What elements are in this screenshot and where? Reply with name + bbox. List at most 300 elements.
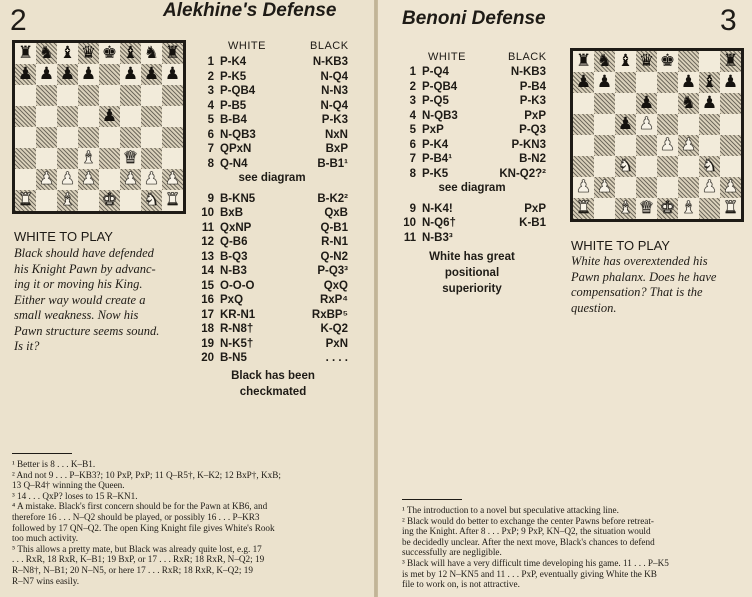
move-row [196,236,348,251]
board-square [36,106,57,127]
move-row [398,168,546,183]
white-move: QxNP [220,221,252,234]
move-number: 6 [207,128,214,141]
black-move: P-Q3³ [317,265,348,277]
footnote-line: ing the Knight. After 8 . . . PxP; 9 PxP, KN–Q2, the situation would [402,526,651,537]
black-move: P-KN3 [511,138,546,151]
white-move: P-K5 [422,167,449,180]
move-row [398,153,546,168]
move-number: 14 [201,265,214,277]
black-move: QxQ [323,279,348,292]
black-move: RxBP⁵ [311,308,348,321]
move-number: 4 [207,99,214,112]
move-row [196,56,348,71]
black-pawn-icon: ♟ [101,106,118,126]
white-move: KR-N1 [220,308,256,321]
prompt-line: compensation? That is the [571,285,703,299]
board-square [141,85,162,106]
board-square [720,156,741,177]
white-bishop-icon: ♝ [617,198,634,218]
move-row [398,139,546,154]
black-bishop-icon: ♝ [617,51,634,71]
board-square [720,135,741,156]
board-square [120,106,141,127]
board-square [720,177,741,198]
move-row [398,217,546,232]
white-move: PxQ [220,294,244,306]
white-move: N-Q6† [422,217,456,229]
move-number: 18 [201,323,214,335]
white-move: B-Q3 [220,250,248,263]
black-pawn-icon: ♟ [164,64,181,84]
black-pawn-icon: ♟ [680,72,697,92]
black-king-icon: ♚ [101,43,118,63]
white-bishop-icon: ♝ [80,148,97,168]
white-move: Q-N4 [220,157,248,170]
board-square [615,93,636,114]
footnote-line: ³ Black will have a very difficult time developing his game. 11 . . . P–K5 [402,557,669,568]
board-square [573,177,594,198]
move-row [196,265,348,280]
footnote-line: ³ 14 . . . QxP? loses to 15 R–KN1. [12,490,138,501]
board-square [636,198,657,219]
black-bishop-icon: ♝ [122,43,139,63]
black-move: B-K2² [317,192,348,205]
board-square [636,135,657,156]
board-square [678,114,699,135]
footnote-line: R–N8†, N–B1; 20 N–N5, or here 17 . . . RxR; 18 RxR, K–Q2; 19 [12,564,253,575]
black-move: PxP [524,109,546,122]
board-square [120,190,141,211]
board-square [720,198,741,219]
board-square [78,43,99,64]
left-page [0,0,374,597]
footnote-line: ¹ The introduction to a novel but speculative attacking line. [402,505,619,515]
black-pawn-icon: ♟ [575,72,592,92]
move-row [196,158,348,173]
white-rook-icon: ♜ [722,198,739,218]
white-move: B-B4 [220,114,247,126]
board-square [78,127,99,148]
move-row [398,95,546,110]
board-square [162,106,183,127]
board-square [78,169,99,190]
board-square [78,190,99,211]
board-square [636,72,657,93]
result-line: Black has been [231,370,315,382]
white-rook-icon: ♜ [17,190,34,210]
white-move: N-QB3 [220,128,256,141]
board-square [141,190,162,211]
white-move: P-QB4 [220,85,256,97]
board-square [36,190,57,211]
white-move: N-QB3 [422,109,458,122]
board-square [141,169,162,190]
prompt-line: small weakness. Now his [14,308,139,322]
board-square [15,85,36,106]
board-square [573,198,594,219]
footnote-line: ² Black would do better to exchange the center Pawns before retreat- [402,515,654,526]
black-rook-icon: ♜ [164,43,181,63]
white-pawn-icon: ♟ [38,169,55,189]
prompt-line: Either way would create a [14,292,146,307]
move-number: 17 [201,308,214,321]
white-pawn-icon: ♟ [659,135,676,155]
black-pawn-icon: ♟ [59,64,76,84]
board-square [120,148,141,169]
prompt-text [14,246,194,355]
white-column-header: WHITE [428,51,466,63]
move-number: 7 [409,153,416,165]
white-pawn-icon: ♟ [122,169,139,189]
footnote-line: ² And not 9 . . . P–KB3?; 10 PxP, PxP; 11 Q–R5†, K–K2; 12 BxP†, KxB; [12,469,281,480]
black-move: N-Q4 [320,99,348,112]
board-square [720,93,741,114]
board-square [657,198,678,219]
white-move: N-B3 [220,265,247,277]
board-square [573,72,594,93]
board-square [99,64,120,85]
board-square [99,106,120,127]
board-square [99,43,120,64]
move-number: 10 [201,207,214,219]
move-number: 12 [201,236,214,248]
board-square [615,114,636,135]
board-square [657,135,678,156]
board-square [162,148,183,169]
black-move: NxN [324,128,348,141]
board-square [678,177,699,198]
board-square [699,51,720,72]
board-square [141,127,162,148]
prompt-line: Pawn phalanx. Does he have [571,269,717,284]
board-square [699,135,720,156]
black-pawn-icon: ♟ [701,93,718,113]
white-move: P-B5 [220,99,247,112]
white-move: QPxN [220,143,252,155]
board-square [615,135,636,156]
white-knight-icon: ♞ [701,156,718,176]
footnote-line: ⁴ A mistake. Black's first concern should be for the Pawn at KB6, and [12,501,268,512]
white-move: P-K4 [220,56,247,68]
black-move: QxB [324,207,348,219]
black-move: PxN [325,337,348,350]
move-number: 5 [207,114,214,126]
black-knight-icon: ♞ [680,93,697,113]
board-square [594,177,615,198]
footnotes [402,505,746,590]
white-move: B-KN5 [220,192,256,205]
board-square [573,135,594,156]
move-row [196,294,348,309]
board-square [78,148,99,169]
prompt-line: Is it? [14,339,40,353]
white-rook-icon: ♜ [164,190,181,210]
black-move: P-B4 [519,80,546,93]
move-number: 5 [409,124,416,136]
black-pawn-icon: ♟ [596,72,613,92]
black-rook-icon: ♜ [17,43,34,63]
board-square [36,64,57,85]
board-square [120,127,141,148]
move-number: 15 [201,279,214,292]
black-move: N-Q4 [320,70,348,83]
move-number: 2 [409,80,416,93]
move-row [398,66,546,81]
board-square [636,177,657,198]
board-square [678,156,699,177]
board-square [57,106,78,127]
chess-diagram [570,48,744,222]
prompt-line: Pawn structure seems sound. [14,323,160,338]
board-square [15,148,36,169]
black-pawn-icon: ♟ [143,64,160,84]
white-move: N-K4! [422,202,453,215]
black-column-header: BLACK [310,40,349,52]
white-move: O-O-O [220,279,255,292]
board-square [594,51,615,72]
board-square [636,51,657,72]
move-number: 1 [409,66,416,78]
prompt-line: ing it or moving his King. [14,277,143,291]
move-number: 6 [409,138,416,151]
black-pawn-icon: ♟ [80,64,97,84]
see-diagram-note: see diagram [438,182,506,194]
board-square [120,169,141,190]
white-knight-icon: ♞ [143,190,160,210]
board-square [636,114,657,135]
board-square [678,51,699,72]
page-number: 2 [10,4,27,37]
white-column-header: WHITE [228,40,266,52]
board-square [657,72,678,93]
move-row [196,280,348,295]
board-square [657,93,678,114]
page-title: Alekhine's Defense [163,0,337,21]
white-pawn-icon: ♟ [143,169,160,189]
board-square [657,156,678,177]
white-pawn-icon: ♟ [80,169,97,189]
black-queen-icon: ♛ [80,43,97,63]
footnote-line: too much activity. [12,533,78,544]
board-square [720,51,741,72]
white-king-icon: ♚ [659,198,676,218]
black-bishop-icon: ♝ [701,72,718,92]
move-number: 1 [207,56,214,68]
board-square [99,148,120,169]
board-square [699,93,720,114]
board-square [36,127,57,148]
prompt-heading: WHITE TO PLAY [571,238,670,253]
black-bishop-icon: ♝ [59,43,76,63]
move-number: 10 [403,217,416,229]
black-move: K-B1 [519,217,546,229]
move-row [398,203,546,218]
board-square [15,190,36,211]
move-number: 7 [207,143,214,155]
move-row [196,251,348,266]
page-number: 3 [720,4,737,37]
black-pawn-icon: ♟ [17,64,34,84]
board-square [573,156,594,177]
white-move: PxP [422,124,444,136]
move-number: 20 [201,352,214,364]
footnotes [12,459,362,586]
footnote-line: be decidedly unclear. After the next move, Black's chances to defend [402,536,655,547]
white-pawn-icon: ♟ [164,169,181,189]
white-queen-icon: ♛ [638,198,655,218]
black-column-header: BLACK [508,51,547,63]
footnote-line: R–N7 wins easily. [12,575,80,586]
white-bishop-icon: ♝ [680,198,697,218]
black-move: BxP [325,143,348,155]
board-square [99,169,120,190]
board-square [78,64,99,85]
footnote-rule [402,499,462,500]
move-row [196,143,348,158]
right-page [378,0,752,597]
black-move: PxP [524,202,546,215]
board-square [99,190,120,211]
white-knight-icon: ♞ [617,156,634,176]
see-diagram-note: see diagram [238,172,306,184]
move-number: 3 [207,85,214,97]
prompt-line: his Knight Pawn by advanc- [14,261,156,276]
move-number: 9 [409,202,416,215]
footnote-rule [12,453,72,454]
white-move: P-B4¹ [422,153,453,165]
board-square [141,106,162,127]
page-title: Benoni Defense [402,8,546,29]
board-square [594,72,615,93]
board-square [615,156,636,177]
white-move: B-N5 [220,352,247,364]
move-number: 8 [409,167,416,180]
move-row [398,232,546,247]
board-square [699,114,720,135]
board-square [15,43,36,64]
board-square [57,148,78,169]
board-square [120,85,141,106]
black-move: Q-B1 [320,221,348,234]
board-square [678,198,699,219]
board-square [162,127,183,148]
footnote-line: 13 Q–R4† winning the Queen. [12,480,125,491]
board-square [573,51,594,72]
white-bishop-icon: ♝ [59,190,76,210]
board-square [594,156,615,177]
board-square [678,93,699,114]
game-result [402,249,542,297]
board-square [162,190,183,211]
board-square [36,169,57,190]
move-list [196,56,348,367]
footnote-line: therefore 16 . . . N–Q2 should be played, or possibly 16 . . . P–KR3 [12,511,260,522]
move-row [196,114,348,129]
result-line: checkmated [239,386,307,398]
black-pawn-icon: ♟ [638,93,655,113]
white-move: P-Q4 [422,66,449,78]
board-square [594,114,615,135]
board-square [15,106,36,127]
prompt-line: Black should have defended [14,246,154,260]
prompt-text [571,254,743,316]
white-pawn-icon: ♟ [722,177,739,197]
move-number: 3 [409,95,416,107]
move-row [196,309,348,324]
black-move: P-K3 [321,114,348,126]
black-move: . . . . [325,352,348,364]
board-square [594,135,615,156]
board-square [615,177,636,198]
move-number: 8 [207,157,214,170]
board-square [57,43,78,64]
board-square [120,43,141,64]
footnote-line: followed by 17 QN–Q2. The open King Knight file gives White's Rook [12,522,275,533]
move-number: 19 [201,337,214,350]
board-square [657,177,678,198]
move-number: 13 [201,250,214,263]
black-move: RxP⁴ [319,294,348,306]
white-move: P-K5 [220,70,247,83]
white-move: BxB [220,207,244,219]
footnote-line: ¹ Better is 8 . . . K–B1. [12,459,96,469]
board-square [678,135,699,156]
board-square [141,43,162,64]
board-square [699,177,720,198]
white-pawn-icon: ♟ [638,114,655,134]
footnote-line: ⁵ This allows a pretty mate, but Black was already quite lost, e.g. 17 [12,543,262,554]
board-square [720,114,741,135]
board-square [615,51,636,72]
white-move: R-N8† [220,323,254,335]
move-row [398,81,546,96]
white-queen-icon: ♛ [122,148,139,168]
board-square [57,127,78,148]
white-pawn-icon: ♟ [575,177,592,197]
game-result [218,368,328,400]
prompt-heading: WHITE TO PLAY [14,229,113,244]
move-row [196,222,348,237]
move-number: 11 [403,231,416,244]
white-pawn-icon: ♟ [680,135,697,155]
board-square [15,127,36,148]
black-pawn-icon: ♟ [122,64,139,84]
board-square [78,106,99,127]
board-square [15,169,36,190]
black-move: B-B1¹ [317,157,348,170]
black-queen-icon: ♛ [638,51,655,71]
board-square [699,72,720,93]
black-move: N-N3 [321,85,348,97]
board-square [36,43,57,64]
black-move: N-KB3 [510,66,546,78]
board-square [636,93,657,114]
board-square [99,85,120,106]
white-move: P-QB4 [422,80,458,93]
board-square [615,72,636,93]
board-square [678,72,699,93]
move-number: 4 [409,109,416,122]
white-move: N-K5† [220,337,254,350]
white-pawn-icon: ♟ [596,177,613,197]
board-square [120,64,141,85]
board-square [162,43,183,64]
board-square [573,93,594,114]
move-number: 16 [201,294,214,306]
white-pawn-icon: ♟ [701,177,718,197]
board-square [36,85,57,106]
